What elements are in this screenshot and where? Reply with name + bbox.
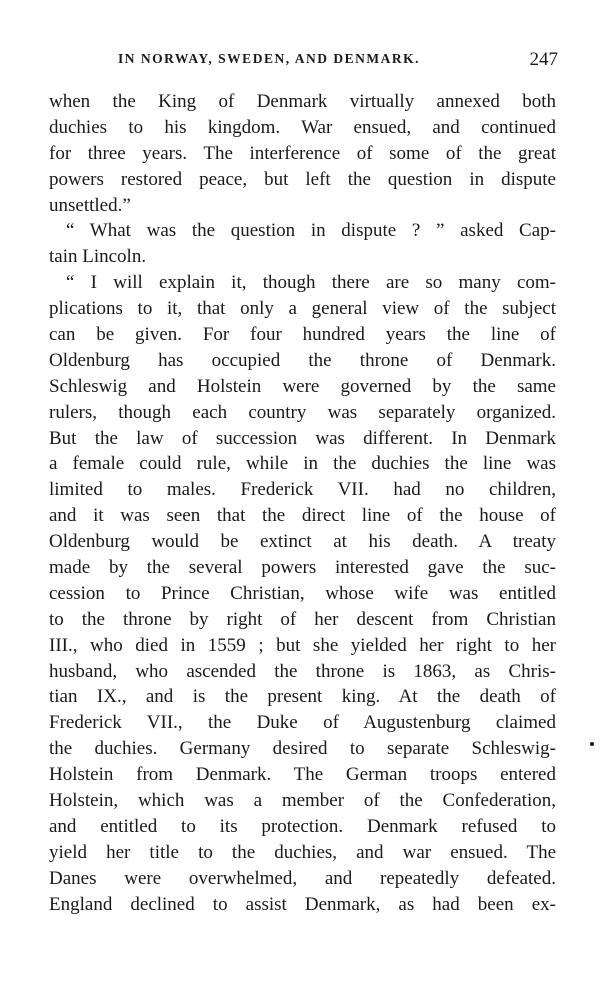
text-line: “ What was the question in dispute ? ” asked Cap- (66, 220, 556, 242)
text-line: But the law of succession was different. In Denmark (49, 427, 556, 449)
text-line: when the King of Denmark virtually annexed both (49, 91, 556, 112)
running-head (118, 49, 560, 71)
body-text (49, 89, 556, 918)
text-line: and it was seen that the direct line of the house of (49, 505, 556, 527)
text-line: rulers, though each country was separately organized. (49, 401, 556, 423)
text-line: Frederick VII., the Duke of Augustenburg claimed (49, 712, 556, 734)
text-line: powers restored peace, but left the question in dispute (49, 168, 556, 190)
text-line: limited to males. Frederick VII. had no children, (49, 479, 556, 501)
text-line: Oldenburg has occupied the throne of Denmark. (49, 349, 556, 371)
text-line: can be given. For four hundred years the line of (49, 324, 556, 346)
text-line: “ I will explain it, though there are so many com- (66, 272, 556, 294)
text-line: to the throne by right of her descent from Christian (49, 608, 556, 630)
text-line: husband, who ascended the throne is 1863, as Chris- (49, 660, 556, 682)
text-line: tian IX., and is the present king. At the death of (49, 686, 556, 708)
text-line: Danes were overwhelmed, and repeatedly defeated. (49, 867, 556, 889)
text-line: England declined to assist Denmark, as had been ex- (49, 893, 556, 915)
text-line: Holstein from Denmark. The German troops entered (49, 764, 556, 786)
text-line: made by the several powers interested gave the suc- (49, 557, 556, 579)
text-line: III., who died in 1559 ; but she yielded her right to her (49, 634, 556, 656)
text-line: and entitled to its protection. Denmark refused to (49, 815, 556, 837)
margin-speck (590, 742, 594, 746)
text-line: Holstein, which was a member of the Confederation, (49, 790, 556, 812)
text-line: tain Lincoln. (49, 246, 147, 268)
text-line: Oldenburg would be extinct at his death. A treaty (49, 531, 556, 553)
text-line: duchies to his kingdom. War ensued, and continued (49, 116, 556, 138)
text-line: Schleswig and Holstein were governed by the same (49, 375, 556, 397)
running-title: IN NORWAY, SWEDEN, AND DENMARK. (118, 51, 420, 66)
page-number: 247 (529, 49, 558, 70)
text-line: yield her title to the duchies, and war ensued. The (49, 841, 556, 863)
text-line: a female could rule, while in the duchies the line was (49, 453, 556, 475)
text-line: cession to Prince Christian, whose wife was entitled (49, 582, 556, 604)
text-line: the duchies. Germany desired to separate Schleswig- (49, 738, 556, 760)
text-line: plications to it, that only a general view of the subject (49, 298, 556, 320)
text-line: unsettled.” (49, 194, 131, 216)
text-line: for three years. The interference of some of the great (49, 142, 556, 164)
